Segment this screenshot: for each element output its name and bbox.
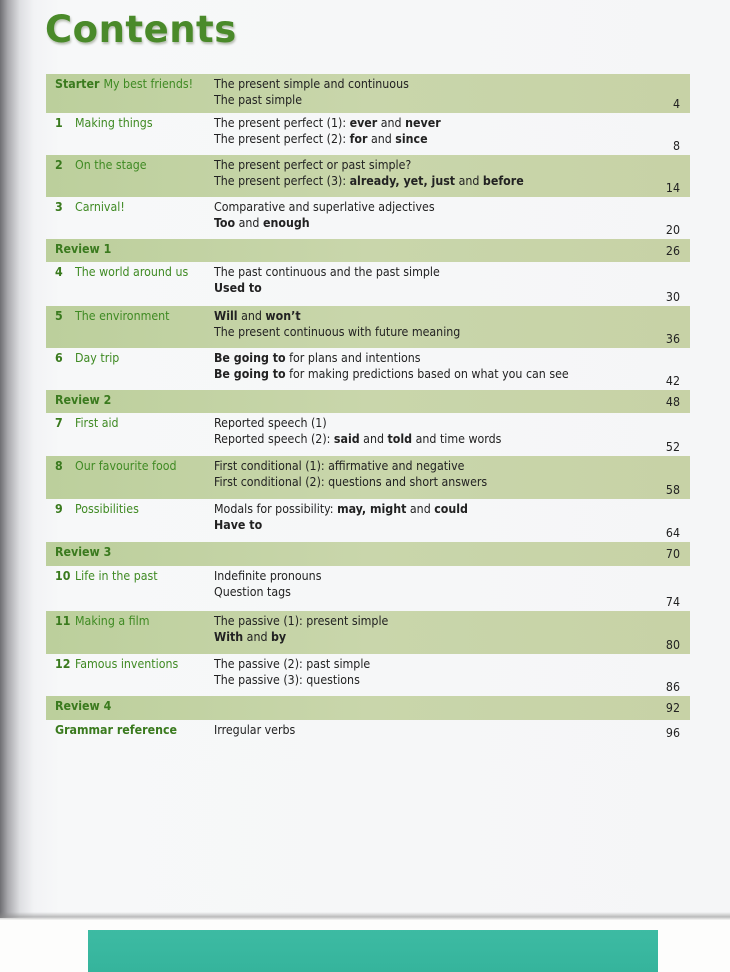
unit-title bbox=[46, 113, 214, 155]
grammar-topics bbox=[214, 348, 640, 390]
unit-number: 12 bbox=[55, 657, 71, 671]
unit-name: Making things bbox=[75, 116, 153, 130]
toc-unit-row bbox=[46, 306, 690, 348]
page-edge-shadow bbox=[0, 912, 730, 920]
topic-line: Too and enough bbox=[214, 216, 310, 230]
grammar-topics bbox=[214, 696, 640, 720]
page-number: 80 bbox=[665, 638, 680, 652]
unit-name: Review 1 bbox=[55, 242, 112, 256]
topic-line: The passive (2): past simple bbox=[214, 657, 371, 671]
toc-unit-row bbox=[46, 348, 690, 390]
topic-line: Reported speech (2): said and told and time words bbox=[214, 432, 502, 446]
contents-table bbox=[46, 74, 690, 745]
toc-unit-row bbox=[46, 654, 690, 696]
grammar-topics bbox=[214, 262, 640, 306]
toc-unit-row bbox=[46, 113, 690, 155]
unit-title bbox=[46, 611, 214, 654]
toc-review-row bbox=[46, 542, 690, 566]
unit-title bbox=[46, 197, 214, 239]
unit-number: 5 bbox=[55, 309, 63, 323]
toc-unit-row bbox=[46, 155, 690, 197]
toc-unit-row bbox=[46, 566, 690, 611]
page-number: 70 bbox=[665, 547, 680, 561]
toc-unit-row bbox=[46, 262, 690, 306]
unit-title bbox=[46, 262, 214, 306]
topic-line: Question tags bbox=[214, 585, 291, 599]
unit-name: The environment bbox=[75, 309, 170, 323]
page-number: 74 bbox=[665, 595, 680, 609]
topic-line: The present continuous with future meaning bbox=[214, 325, 461, 339]
unit-title bbox=[46, 155, 214, 197]
page-number: 8 bbox=[672, 139, 680, 153]
unit-title bbox=[46, 720, 214, 745]
page-number: 14 bbox=[665, 181, 680, 195]
grammar-topics bbox=[214, 654, 640, 696]
topic-line: The present simple and continuous bbox=[214, 77, 409, 91]
toc-unit-row bbox=[46, 413, 690, 456]
unit-title bbox=[46, 542, 214, 566]
unit-number: 1 bbox=[55, 116, 63, 130]
unit-number: 4 bbox=[55, 265, 63, 279]
grammar-topics bbox=[214, 306, 640, 348]
page-number: 20 bbox=[665, 223, 680, 237]
unit-title bbox=[46, 696, 214, 720]
topic-line: Comparative and superlative adjectives bbox=[214, 200, 435, 214]
unit-number: 8 bbox=[55, 459, 63, 473]
toc-unit-row bbox=[46, 611, 690, 654]
unit-label: Starter bbox=[55, 77, 100, 91]
topic-line: Used to bbox=[214, 281, 262, 295]
unit-title bbox=[46, 348, 214, 390]
unit-name: My best friends! bbox=[103, 77, 194, 91]
toc-review-row bbox=[46, 239, 690, 262]
unit-name: On the stage bbox=[75, 158, 147, 172]
topic-line: The present perfect (2): for and since bbox=[214, 132, 428, 146]
topic-line: Be going to for plans and intentions bbox=[214, 351, 421, 365]
toc-review-row bbox=[46, 696, 690, 720]
topic-line: The passive (1): present simple bbox=[214, 614, 389, 628]
grammar-topics bbox=[214, 456, 640, 499]
topic-line: Have to bbox=[214, 518, 263, 532]
grammar-topics bbox=[214, 611, 640, 654]
grammar-topics bbox=[214, 542, 640, 566]
topic-line: The passive (3): questions bbox=[214, 673, 360, 687]
toc-review-row bbox=[46, 720, 690, 745]
unit-name: Carnival! bbox=[75, 200, 125, 214]
topic-line: Will and won’t bbox=[214, 309, 301, 323]
unit-name: Possibilities bbox=[75, 502, 139, 516]
page-number: 96 bbox=[665, 725, 680, 740]
unit-name: First aid bbox=[75, 416, 119, 430]
topic-line: Irregular verbs bbox=[214, 723, 296, 737]
grammar-topics bbox=[214, 197, 640, 239]
unit-name: Review 4 bbox=[55, 699, 112, 713]
unit-title bbox=[46, 306, 214, 348]
grammar-topics bbox=[214, 113, 640, 155]
unit-title bbox=[46, 499, 214, 542]
unit-name: Review 3 bbox=[55, 545, 112, 559]
topic-line: With and by bbox=[214, 630, 287, 644]
page-number: 86 bbox=[665, 680, 680, 694]
unit-name: The world around us bbox=[75, 265, 189, 279]
topic-line: Modals for possibility: may, might and could bbox=[214, 502, 468, 516]
unit-title bbox=[46, 654, 214, 696]
unit-name: Famous inventions bbox=[75, 657, 179, 671]
toc-review-row bbox=[46, 390, 690, 413]
toc-unit-row bbox=[46, 499, 690, 542]
unit-number: 7 bbox=[55, 416, 63, 430]
unit-name: Grammar reference bbox=[55, 723, 178, 737]
toc-unit-row bbox=[46, 197, 690, 239]
page-number: 36 bbox=[665, 332, 680, 346]
topic-line: First conditional (2): questions and short answers bbox=[214, 475, 488, 489]
cover-band bbox=[88, 930, 658, 972]
unit-number: 9 bbox=[55, 502, 63, 516]
topic-line: The past simple bbox=[214, 93, 303, 107]
unit-title bbox=[46, 74, 214, 113]
unit-number: 2 bbox=[55, 158, 63, 172]
grammar-topics bbox=[214, 720, 640, 745]
page-number: 58 bbox=[665, 483, 680, 497]
page-number: 42 bbox=[665, 374, 680, 388]
topic-line: Be going to for making predictions based on what you can see bbox=[214, 367, 569, 381]
unit-title bbox=[46, 456, 214, 499]
unit-name: Day trip bbox=[75, 351, 120, 365]
topic-line: Reported speech (1) bbox=[214, 416, 327, 430]
page-number: 52 bbox=[665, 440, 680, 454]
page-number: 64 bbox=[665, 526, 680, 540]
topic-line: First conditional (1): affirmative and negative bbox=[214, 459, 465, 473]
page-number: 92 bbox=[665, 701, 680, 715]
unit-number: 6 bbox=[55, 351, 63, 365]
unit-name: Making a film bbox=[75, 614, 150, 628]
page-number: 48 bbox=[665, 394, 680, 409]
unit-name: Review 2 bbox=[55, 393, 112, 407]
unit-name: Our favourite food bbox=[75, 459, 177, 473]
unit-title bbox=[46, 566, 214, 611]
unit-title bbox=[46, 413, 214, 456]
unit-number: 10 bbox=[55, 569, 71, 583]
topic-line: The present perfect (3): already, yet, just and before bbox=[214, 174, 524, 188]
grammar-topics bbox=[214, 413, 640, 456]
page-number: 26 bbox=[665, 243, 680, 258]
toc-unit-row bbox=[46, 74, 690, 113]
grammar-topics bbox=[214, 155, 640, 197]
page-number: 30 bbox=[665, 290, 680, 304]
unit-number: 3 bbox=[55, 200, 63, 214]
toc-unit-row bbox=[46, 456, 690, 499]
grammar-topics bbox=[214, 499, 640, 542]
topic-line: The present perfect or past simple? bbox=[214, 158, 412, 172]
grammar-topics bbox=[214, 390, 640, 413]
page-number: 4 bbox=[672, 97, 680, 111]
grammar-topics bbox=[214, 239, 640, 262]
unit-title bbox=[46, 239, 214, 262]
unit-title bbox=[46, 390, 214, 413]
topic-line: The present perfect (1): ever and never bbox=[214, 116, 441, 130]
unit-number: 11 bbox=[55, 614, 71, 628]
topic-line: The past continuous and the past simple bbox=[214, 265, 440, 279]
grammar-topics bbox=[214, 74, 640, 113]
grammar-topics bbox=[214, 566, 640, 611]
page-title: Contents bbox=[45, 8, 237, 51]
topic-line: Indefinite pronouns bbox=[214, 569, 322, 583]
unit-name: Life in the past bbox=[75, 569, 158, 583]
